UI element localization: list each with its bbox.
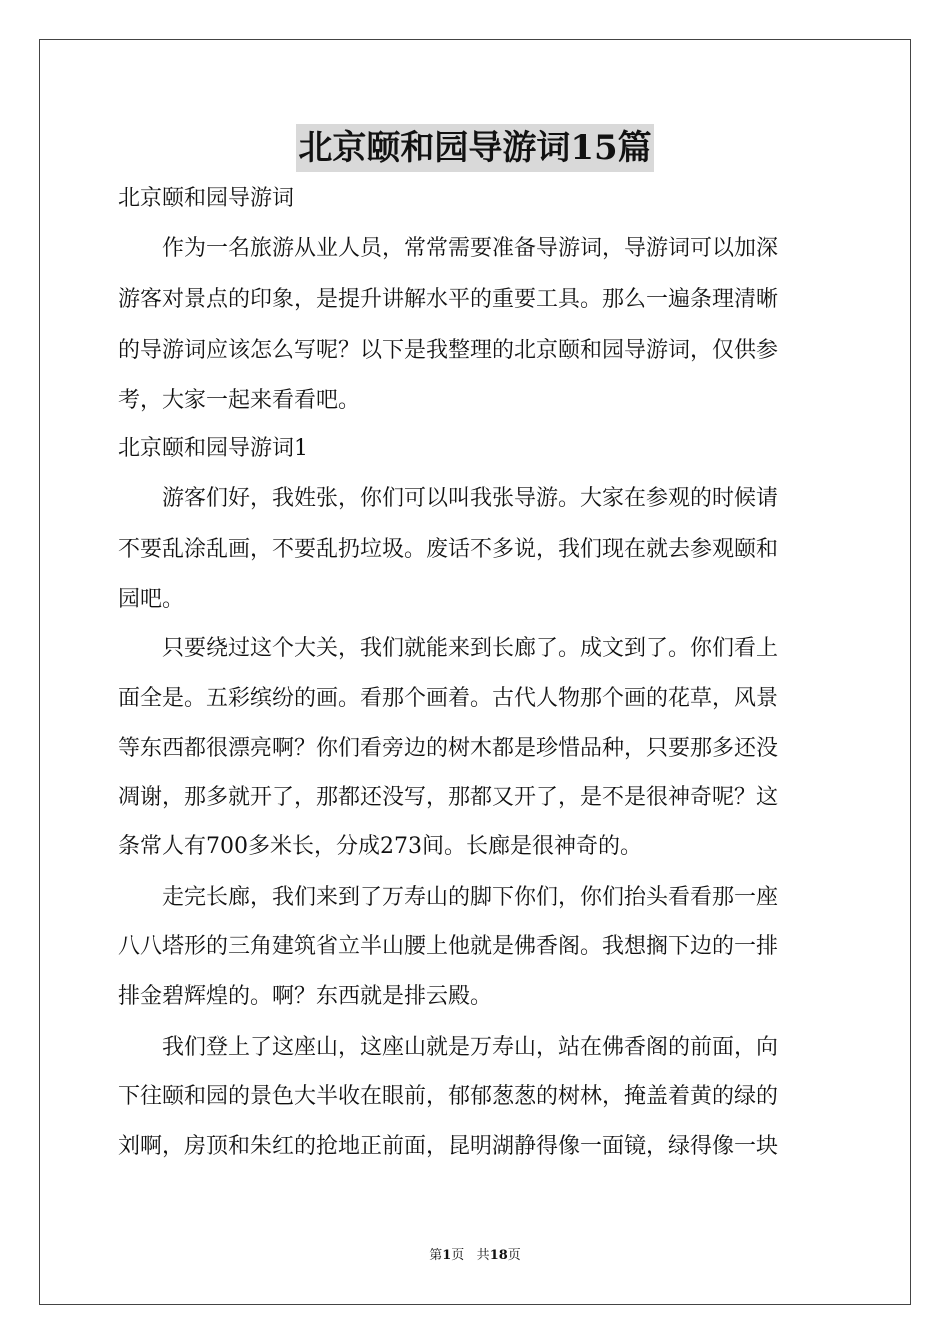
text-line: 刘啊，房顶和朱红的抢地正前面，昆明湖静得像一面镜，绿得像一块 xyxy=(118,1134,779,1159)
text-line: 等东西都很漂亮啊？你们看旁边的树木都是珍惜品种，只要那多还没 xyxy=(118,736,779,761)
text-line: 我们登上了这座山，这座山就是万寿山，站在佛香阁的前面，向 xyxy=(118,1035,779,1060)
footer-page-prefix: 第 xyxy=(429,1248,443,1263)
text-line: 考，大家一起来看看吧。 xyxy=(118,388,361,413)
text-line: 游客对景点的印象，是提升讲解水平的重要工具。那么一遍条理清晰 xyxy=(118,287,779,312)
footer-total-suffix: 页 xyxy=(507,1248,521,1263)
text-line: 北京颐和园导游词 xyxy=(118,186,295,211)
text-line: 下往颐和园的景色大半收在眼前，郁郁葱葱的树林，掩盖着黄的绿的 xyxy=(118,1084,779,1109)
text-line: 游客们好，我姓张，你们可以叫我张导游。大家在参观的时候请 xyxy=(118,486,779,511)
text-line: 八八塔形的三角建筑省立半山腰上他就是佛香阁。我想搁下边的一排 xyxy=(118,934,779,959)
text-line: 走完长廊，我们来到了万寿山的脚下你们，你们抬头看看那一座 xyxy=(118,885,779,910)
title-container xyxy=(0,124,950,172)
text-line: 面全是。五彩缤纷的画。看那个画着。古代人物那个画的花草，风景 xyxy=(118,686,779,711)
text-line: 不要乱涂乱画，不要乱扔垃圾。废话不多说，我们现在就去参观颐和 xyxy=(118,537,779,562)
text-line: 排金碧辉煌的。啊？东西就是排云殿。 xyxy=(118,984,493,1009)
footer-total-prefix: 共 xyxy=(476,1248,490,1263)
text-line: 凋谢，那多就开了，那都还没写，那都又开了，是不是很神奇呢？这 xyxy=(118,785,779,810)
page-footer xyxy=(0,1247,950,1265)
text-line: 只要绕过这个大关，我们就能来到长廊了。成文到了。你们看上 xyxy=(118,636,779,661)
text-line: 的导游词应该怎么写呢？以下是我整理的北京颐和园导游词，仅供参 xyxy=(118,338,779,363)
page-border xyxy=(39,39,911,1305)
document-title: 北京颐和园导游词15篇 xyxy=(296,124,653,172)
text-line: 北京颐和园导游词1 xyxy=(118,436,308,461)
text-line: 作为一名旅游从业人员，常常需要准备导游词，导游词可以加深 xyxy=(118,236,779,261)
text-line: 园吧。 xyxy=(118,587,185,612)
footer-page-suffix: 页 xyxy=(451,1248,465,1263)
footer-total-pages: 18 xyxy=(489,1248,508,1263)
text-line: 条常人有700多米长，分成273间。长廊是很神奇的。 xyxy=(118,834,642,859)
footer-page-number: 1 xyxy=(442,1248,452,1263)
